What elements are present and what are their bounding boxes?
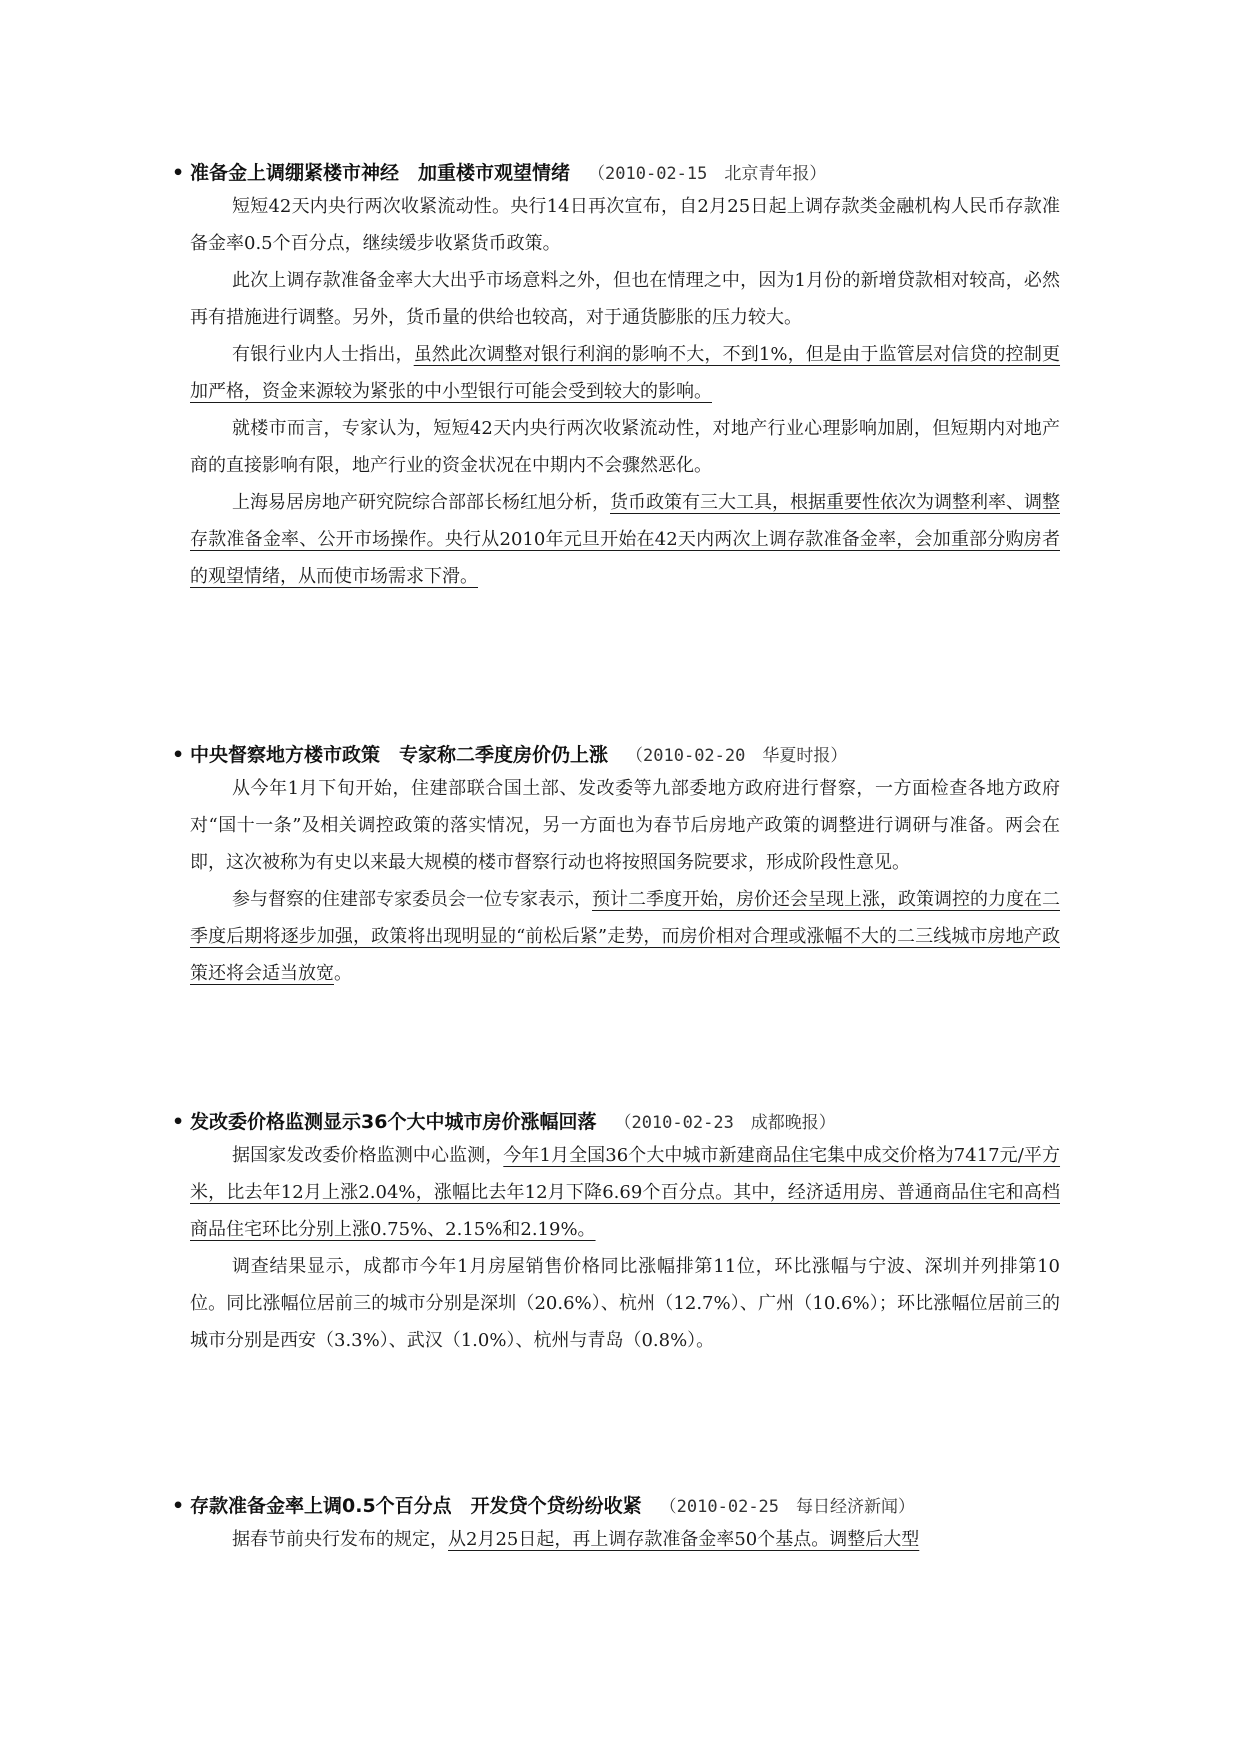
news-article bbox=[172, 740, 1060, 992]
article-paragraph bbox=[190, 1137, 1060, 1248]
paragraph-text: 短短42天内央行两次收紧流动性。央行14日再次宣布，自2月25日起上调存款类金融机构人民币存款准备金率0.5个百分点，继续缓步收紧货币政策。 bbox=[190, 196, 1060, 254]
article-headline bbox=[172, 1491, 1060, 1521]
underlined-text: 货币政策有三大工具，根据重要性依次为调整利率、调整存款准备金率、公开市场操作。央行从2010年元旦开始在42天内两次上调存款准备金率，会加重部分购房者的观望情绪，从而使市场需求下滑。 bbox=[190, 492, 1060, 587]
article-title: 准备金上调绷紧楼市神经 加重楼市观望情绪 bbox=[190, 162, 571, 184]
article-paragraph bbox=[190, 484, 1060, 595]
underlined-text: 虽然此次调整对银行利润的影响不大，不到1%，但是由于监管层对信贷的控制更加严格，资金来源较为紧张的中小型银行可能会受到较大的影响。 bbox=[190, 344, 1061, 402]
article-paragraph bbox=[190, 1248, 1060, 1359]
article-paragraph bbox=[190, 1521, 1060, 1558]
article-paragraph bbox=[190, 336, 1060, 410]
article-paragraph bbox=[190, 262, 1060, 336]
paragraph-text: 参与督察的住建部专家委员会一位专家表示， bbox=[232, 889, 592, 910]
bullet-icon: • bbox=[172, 744, 185, 766]
article-title: 中央督察地方楼市政策 专家称二季度房价仍上涨 bbox=[190, 744, 609, 766]
paragraph-text: 此次上调存款准备金率大大出乎市场意料之外，但也在情理之中，因为1月份的新增贷款相对较高，必然再有措施进行调整。另外，货币量的供给也较高，对于通货膨胀的压力较大。 bbox=[190, 270, 1060, 328]
paragraph-text: 从今年1月下旬开始，住建部联合国土部、发改委等九部委地方政府进行督察，一方面检查各地方政府对“国十一条”及相关调控政策的落实情况，另一方面也为春节后房地产政策的调整进行调研与准备。两会在即，这次被称为有史以来最大规模的楼市督察行动也将按照国务院要求，形成阶段性意见。 bbox=[190, 778, 1060, 873]
news-article bbox=[172, 1491, 1060, 1558]
paragraph-text: 有银行业内人士指出， bbox=[232, 344, 414, 365]
article-title: 存款准备金率上调0.5个百分点 开发贷个贷纷纷收紧 bbox=[190, 1495, 642, 1517]
article-date-source: （2010-02-20 华夏时报） bbox=[626, 746, 848, 766]
bullet-icon: • bbox=[172, 1495, 185, 1517]
article-paragraph bbox=[190, 770, 1060, 881]
underlined-text: 从2月25日起，再上调存款准备金率50个基点。调整后大型 bbox=[448, 1529, 920, 1550]
paragraph-text: 据国家发改委价格监测中心监测， bbox=[232, 1145, 504, 1166]
bullet-icon: • bbox=[172, 162, 185, 184]
paragraph-text: 调查结果显示，成都市今年1月房屋销售价格同比涨幅排第11位，环比涨幅与宁波、深圳并列排第10位。同比涨幅位居前三的城市分别是深圳（20.6%）、杭州（12.7%）、广州（10.6%）；环比涨幅位居前三的城市分别是西安（3.3%）、武汉（1.0%）、杭州与青岛（0.8%）。 bbox=[190, 1256, 1060, 1351]
paragraph-text: 就楼市而言，专家认为，短短42天内央行两次收紧流动性，对地产行业心理影响加剧，但短期内对地产商的直接影响有限，地产行业的资金状况在中期内不会骤然恶化。 bbox=[190, 418, 1060, 476]
article-date-source: （2010-02-23 成都晚报） bbox=[614, 1113, 836, 1133]
article-paragraph bbox=[190, 188, 1060, 262]
article-paragraph bbox=[190, 410, 1060, 484]
article-headline bbox=[172, 158, 1060, 188]
article-date-source: （2010-02-25 每日经济新闻） bbox=[659, 1497, 916, 1517]
article-date-source: （2010-02-15 北京青年报） bbox=[588, 164, 827, 184]
article-paragraph bbox=[190, 881, 1060, 992]
article-headline bbox=[172, 1107, 1060, 1137]
bullet-icon: • bbox=[172, 1111, 185, 1133]
paragraph-text-end: 。 bbox=[334, 963, 352, 984]
news-article bbox=[172, 158, 1061, 595]
article-headline bbox=[172, 740, 1060, 770]
paragraph-text: 上海易居房地产研究院综合部部长杨红旭分析， bbox=[232, 492, 610, 513]
paragraph-text: 据春节前央行发布的规定， bbox=[232, 1529, 448, 1550]
underlined-text: 预计二季度开始，房价还会呈现上涨，政策调控的力度在二季度后期将逐步加强，政策将出现明显的“前松后紧”走势，而房价相对合理或涨幅不大的二三线城市房地产政策还将会适当放宽 bbox=[190, 889, 1060, 984]
news-article bbox=[172, 1107, 1061, 1359]
underlined-text: 今年1月全国36个大中城市新建商品住宅集中成交价格为7417元/平方米，比去年12月上涨2.04%，涨幅比去年12月下降6.69个百分点。其中，经济适用房、普通商品住宅和高档商品住宅环比分别上涨0.75%、2.15%和2.19%。 bbox=[190, 1145, 1061, 1240]
article-title: 发改委价格监测显示36个大中城市房价涨幅回落 bbox=[190, 1111, 597, 1133]
